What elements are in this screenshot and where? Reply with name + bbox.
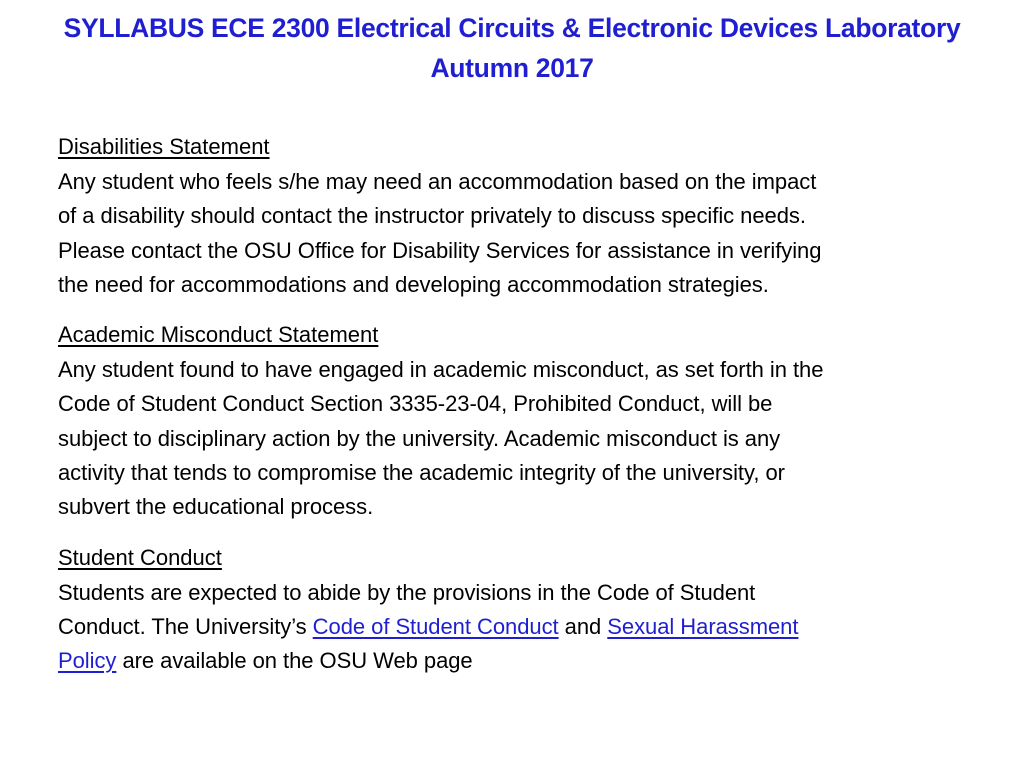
code-of-student-conduct-link[interactable]: Code of Student Conduct [312,613,559,639]
student-conduct-heading: Student Conduct [58,544,222,570]
disabilities-line: the need for accommodations and developing accommodation strategies. [58,271,769,297]
student-conduct-section [58,542,988,679]
syllabus-content [58,131,988,696]
student-conduct-text: and [558,613,608,639]
sexual-harassment-policy-link[interactable]: Sexual Harassment [607,613,799,639]
academic-misconduct-section [58,319,988,524]
slide-title [0,8,1024,88]
disabilities-section [58,131,988,302]
student-conduct-line: Students are expected to abide by the provisions in the Code of Student [58,579,756,605]
academic-misconduct-line: activity that tends to compromise the academic integrity of the university, or [58,460,785,486]
student-conduct-body [58,576,988,679]
academic-misconduct-body [58,353,988,524]
student-conduct-text: are available on the OSU Web page [116,648,473,674]
disabilities-heading: Disabilities Statement [58,134,270,159]
academic-misconduct-heading: Academic Misconduct Statement [58,322,379,348]
sexual-harassment-policy-link-continued[interactable]: Policy [58,648,117,674]
disabilities-line: Any student who feels s/he may need an accommodation based on the impact [58,169,817,194]
student-conduct-line [58,610,988,644]
academic-misconduct-line: Code of Student Conduct Section 3335-23-04, Prohibited Conduct, will be [58,391,773,417]
disabilities-line: Please contact the OSU Office for Disability Services for assistance in verifying [58,237,822,263]
academic-misconduct-line: Any student found to have engaged in academic misconduct, as set forth in the [58,357,824,383]
student-conduct-line [58,644,988,678]
academic-misconduct-line: subvert the educational process. [58,494,374,520]
disabilities-line: of a disability should contact the instructor privately to discuss specific needs. [58,203,806,229]
disabilities-body [58,165,988,302]
title-line-1: SYLLABUS ECE 2300 Electrical Circuits & Electronic Devices Laboratory [63,13,961,43]
title-line-2: Autumn 2017 [430,53,594,83]
student-conduct-text: Conduct. The University’s [58,613,313,639]
academic-misconduct-line: subject to disciplinary action by the university. Academic misconduct is any [58,425,781,451]
